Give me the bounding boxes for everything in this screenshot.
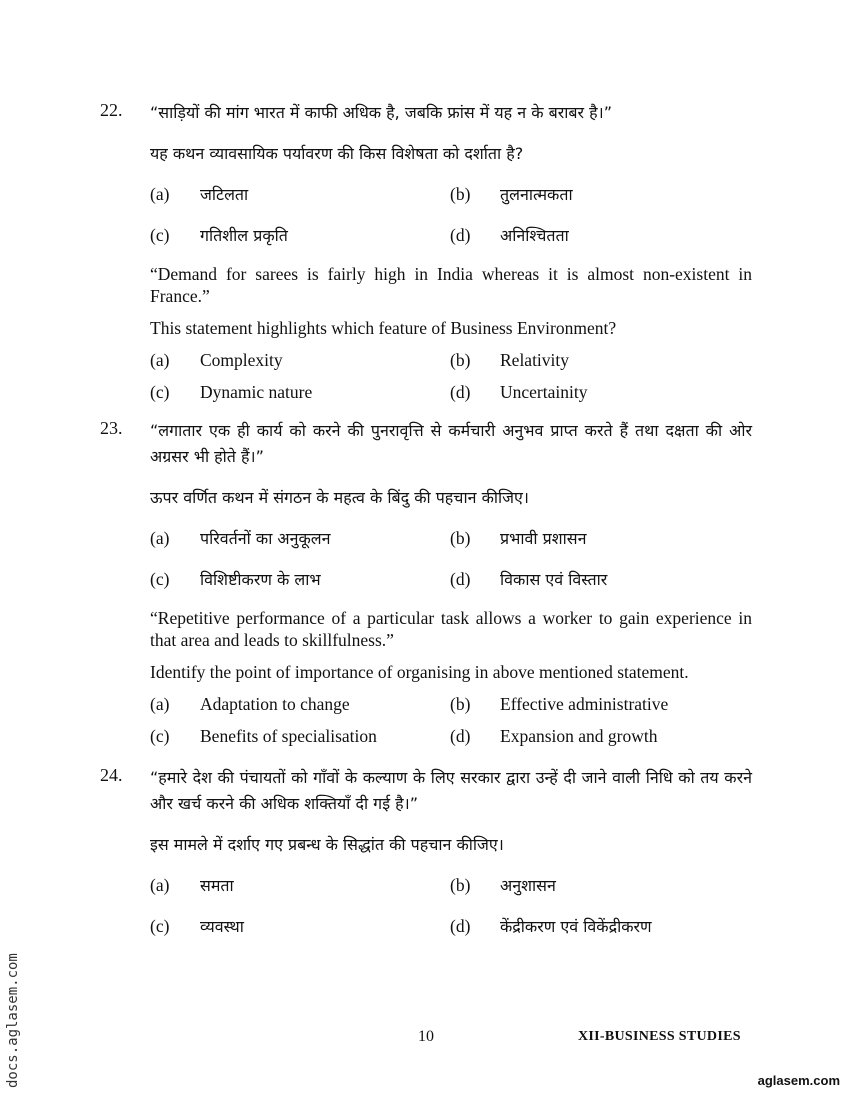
option-label: (d) xyxy=(450,916,471,936)
option-text: विशिष्टीकरण के लाभ xyxy=(200,570,321,589)
option-text: तुलनात्मकता xyxy=(500,185,573,204)
question-number: 24. xyxy=(100,765,123,785)
option-label: (d) xyxy=(450,382,471,402)
option-c xyxy=(150,914,450,940)
question-prompt-hindi: यह कथन व्यावसायिक पर्यावरण की किस विशेषता को दर्शाता है? xyxy=(150,144,524,163)
option-text: केंद्रीकरण एवं विकेंद्रीकरण xyxy=(500,917,652,936)
question-number: 23. xyxy=(100,418,123,438)
question-text-english: “Repetitive performance of a particular task allows a worker to gain experience in that area and leads to skillfulness.” xyxy=(150,608,752,650)
option-a xyxy=(150,182,450,208)
option-text: Expansion and growth xyxy=(500,726,658,746)
option-label: (c) xyxy=(150,916,170,936)
question-22 xyxy=(100,100,752,403)
option-text: समता xyxy=(200,876,234,895)
option-b xyxy=(450,693,750,715)
option-b xyxy=(450,349,750,371)
option-d xyxy=(450,381,750,403)
option-label: (b) xyxy=(450,184,471,204)
option-a xyxy=(150,873,450,899)
question-24 xyxy=(100,765,752,940)
option-label: (c) xyxy=(150,726,170,746)
option-text: Relativity xyxy=(500,350,570,370)
option-text: विकास एवं विस्तार xyxy=(500,570,608,589)
option-label: (a) xyxy=(150,875,170,895)
options-hindi xyxy=(150,873,752,940)
question-prompt-english: Identify the point of importance of organising in above mentioned statement. xyxy=(150,662,689,682)
side-watermark: docs.aglasem.com xyxy=(5,953,21,1088)
option-label: (d) xyxy=(450,225,471,245)
brand-watermark: aglasem.com xyxy=(757,1073,840,1088)
option-label: (b) xyxy=(450,875,471,895)
option-a xyxy=(150,693,450,715)
option-d xyxy=(450,223,750,249)
option-d xyxy=(450,725,750,747)
option-c xyxy=(150,567,450,593)
question-prompt-hindi: इस मामले में दर्शाए गए प्रबन्ध के सिद्धांत की पहचान कीजिए। xyxy=(150,835,504,854)
question-text-hindi: “लगातार एक ही कार्य को करने की पुनरावृत्ति से कर्मचारी अनुभव प्राप्त करते हैं तथा दक्षता की ओर अग्रसर भी होते हैं।” xyxy=(150,421,752,466)
option-c xyxy=(150,381,450,403)
question-23 xyxy=(100,418,752,747)
option-text: Complexity xyxy=(200,350,283,370)
option-label: (a) xyxy=(150,694,170,714)
option-text: अनिश्चितता xyxy=(500,226,569,245)
option-text: जटिलता xyxy=(200,185,249,204)
option-text: अनुशासन xyxy=(500,876,556,895)
option-text: Benefits of specialisation xyxy=(200,726,377,746)
question-text-hindi: “हमारे देश की पंचायतों को गाँवों के कल्याण के लिए सरकार द्वारा उन्हें दी जाने वाली निधि को तय करने और खर्च करने की अधिक शक्तियाँ दी गई है।” xyxy=(150,768,752,813)
question-text-hindi: “साड़ियों की मांग भारत में काफी अधिक है, जबकि फ्रांस में यह न के बराबर है।” xyxy=(150,103,613,122)
option-label: (c) xyxy=(150,225,170,245)
options-english xyxy=(150,349,752,403)
option-b xyxy=(450,873,750,899)
paper-title: XII-BUSINESS STUDIES xyxy=(578,1029,741,1044)
options-english xyxy=(150,693,752,747)
option-text: Uncertainity xyxy=(500,382,588,402)
option-b xyxy=(450,182,750,208)
option-text: प्रभावी प्रशासन xyxy=(500,529,587,548)
option-label: (a) xyxy=(150,528,170,548)
option-text: गतिशील प्रकृति xyxy=(200,226,288,245)
option-c xyxy=(150,223,450,249)
question-number: 22. xyxy=(100,100,123,120)
option-label: (b) xyxy=(450,528,471,548)
option-text: Adaptation to change xyxy=(200,694,350,714)
option-label: (c) xyxy=(150,382,170,402)
option-text: व्यवस्था xyxy=(200,917,244,936)
option-text: Effective administrative xyxy=(500,694,669,714)
options-hindi xyxy=(150,182,752,249)
option-a xyxy=(150,349,450,371)
option-label: (d) xyxy=(450,726,471,746)
option-text: परिवर्तनों का अनुकूलन xyxy=(200,529,331,548)
question-text-english: “Demand for sarees is fairly high in India whereas it is almost non-existent in France.” xyxy=(150,264,752,306)
option-d xyxy=(450,914,750,940)
page-number: 10 xyxy=(418,1028,434,1045)
question-prompt-hindi: ऊपर वर्णित कथन में संगठन के महत्व के बिंदु की पहचान कीजिए। xyxy=(150,488,529,507)
option-text: Dynamic nature xyxy=(200,382,313,402)
option-d xyxy=(450,567,750,593)
option-label: (a) xyxy=(150,184,170,204)
option-label: (b) xyxy=(450,350,471,370)
question-prompt-english: This statement highlights which feature of Business Environment? xyxy=(150,318,617,338)
option-label: (a) xyxy=(150,350,170,370)
options-hindi xyxy=(150,526,752,593)
option-label: (c) xyxy=(150,569,170,589)
option-c xyxy=(150,725,450,747)
option-label: (d) xyxy=(450,569,471,589)
option-label: (b) xyxy=(450,694,471,714)
option-b xyxy=(450,526,750,552)
option-a xyxy=(150,526,450,552)
